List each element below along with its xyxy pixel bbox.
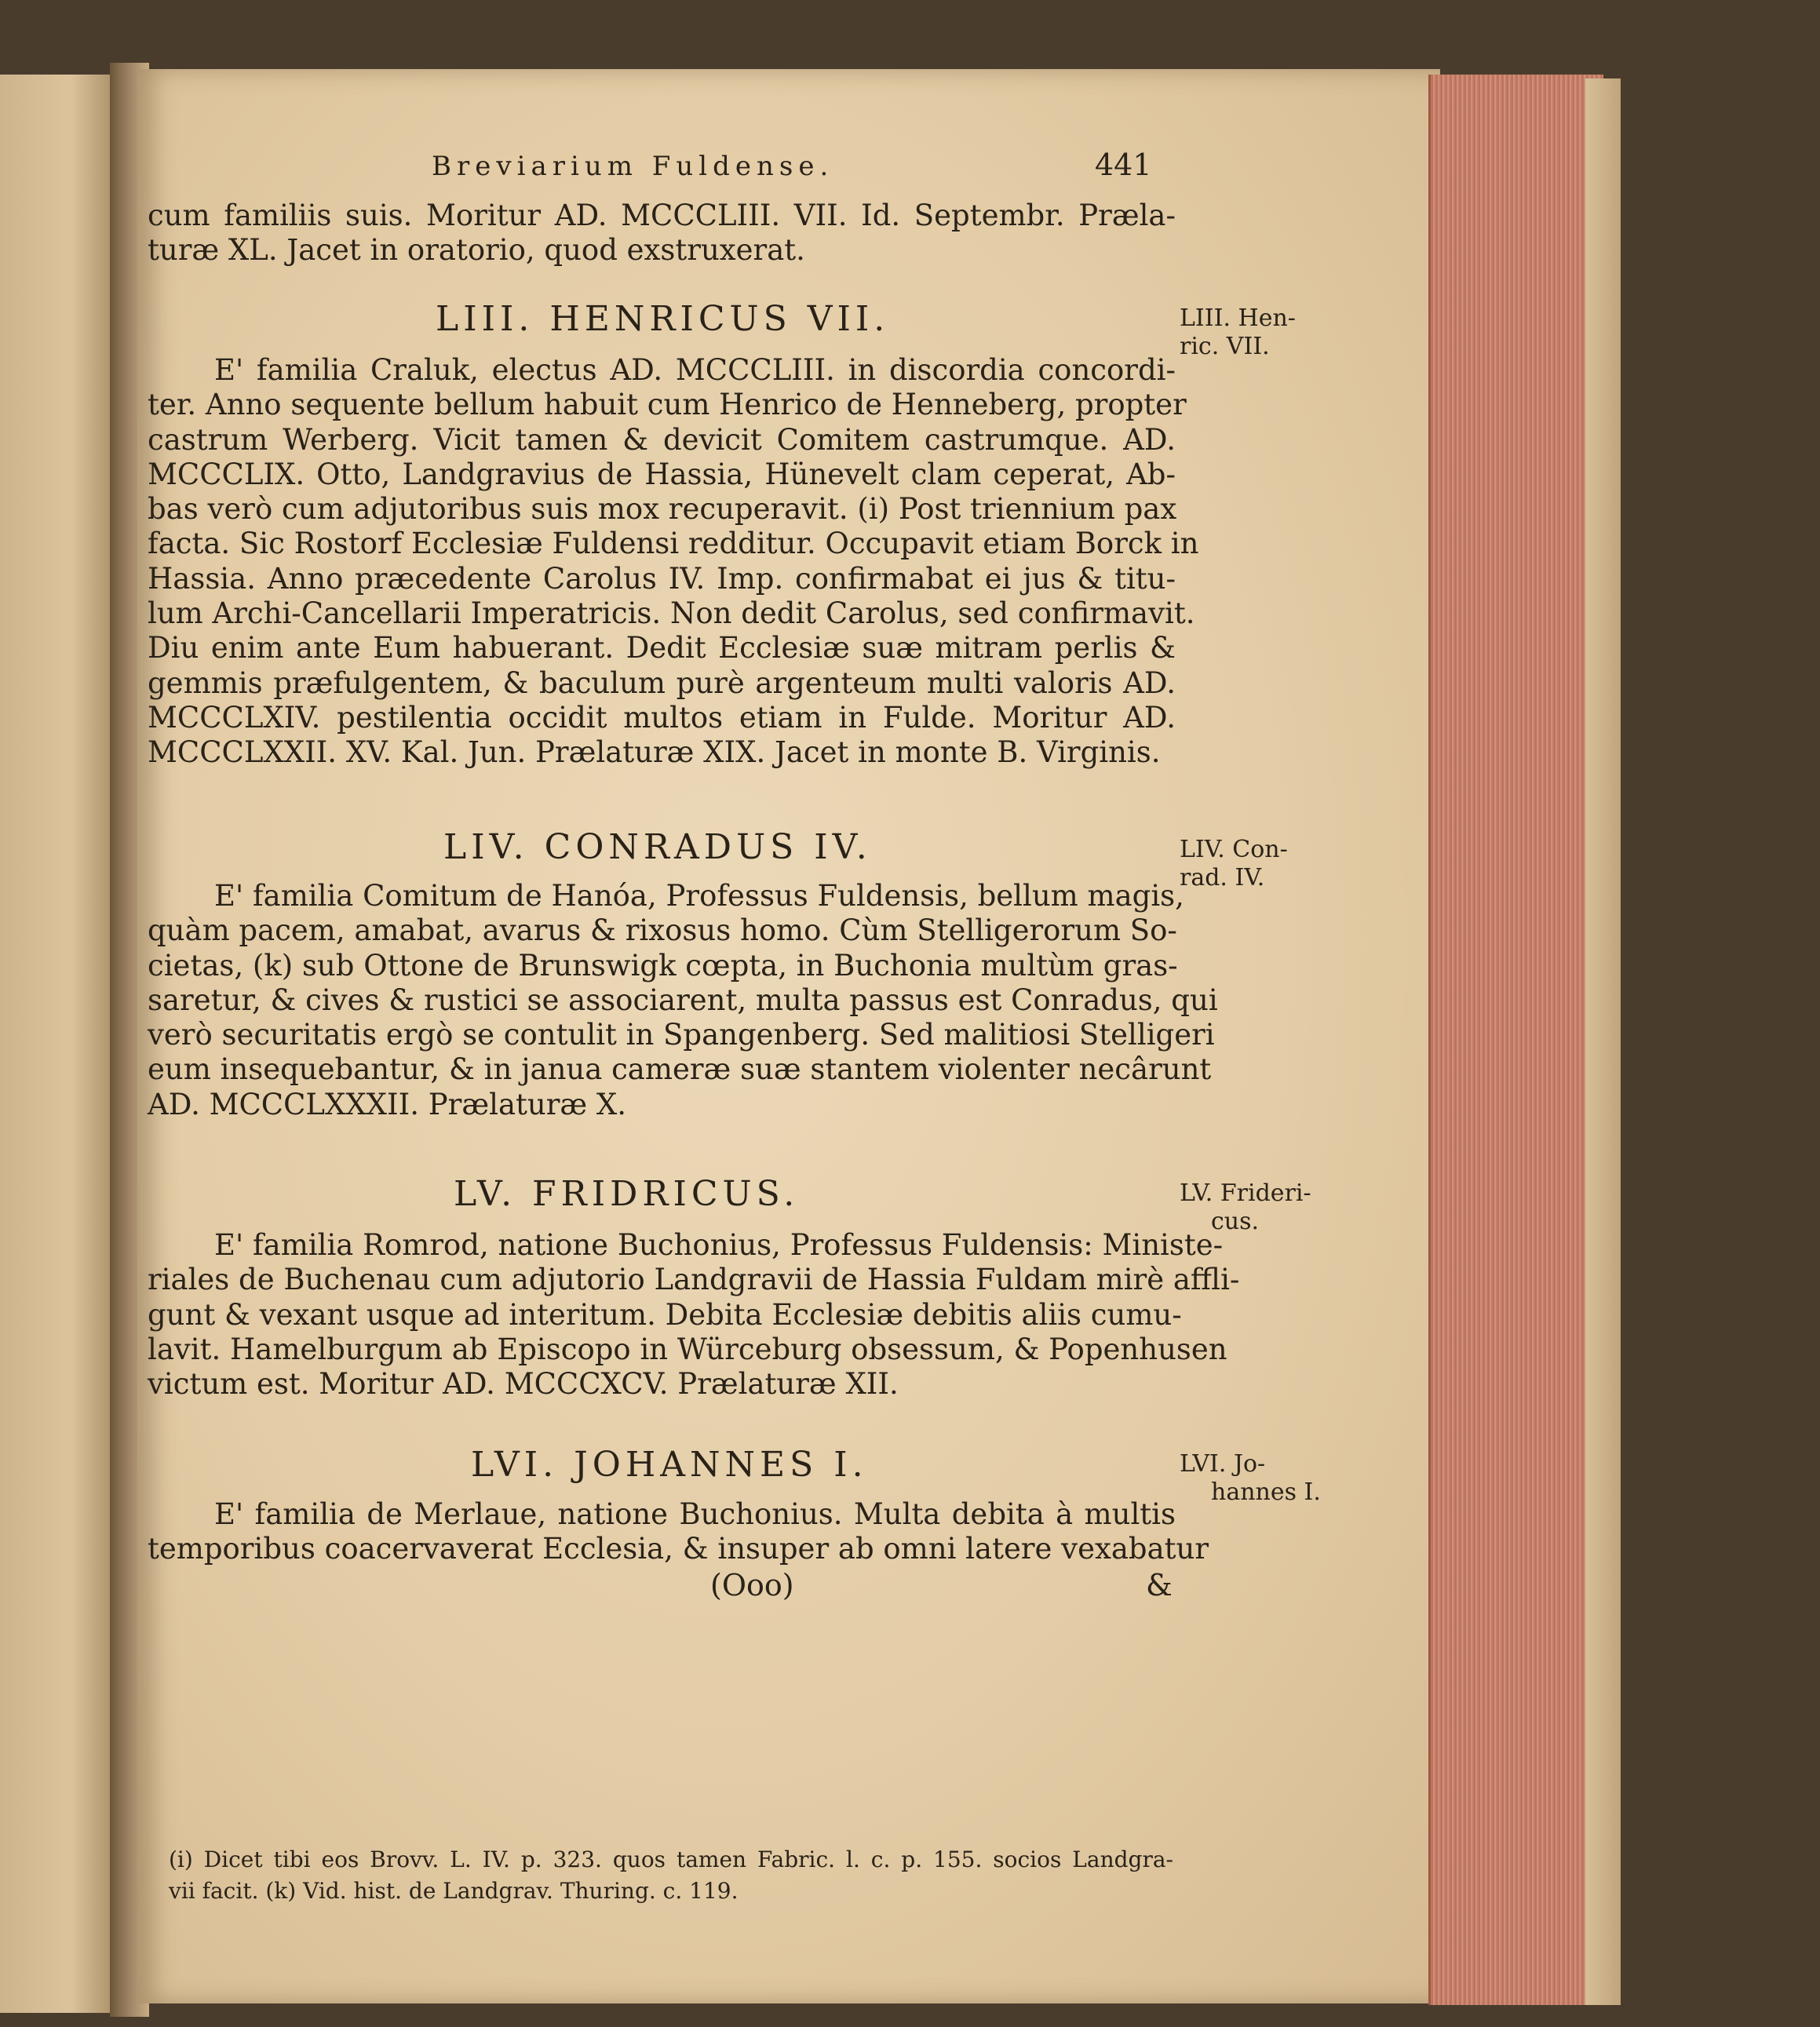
section-heading: LVI. JOHANNES I. (471, 1445, 868, 1485)
text-line: AD. MCCCLXXXII. Prælaturæ X. (148, 1087, 627, 1121)
section-body (148, 353, 1199, 771)
section-body (148, 1228, 1240, 1402)
section-body (148, 1497, 1209, 1567)
text-line: lum Archi-Cancellarii Imperatricis. Non dedit Carolus, sed confirmavit. (148, 596, 1195, 631)
facing-page-edge (0, 75, 118, 2013)
text-line: riales de Buchenau cum adjutorio Landgravii de Hassia Fuldam mirè affli- (148, 1263, 1240, 1297)
text-line: E' familia de Merlaue, natione Buchonius. Multa debita à multis (214, 1497, 1176, 1531)
text-line: turæ XL. Jacet in oratorio, quod exstruxerat. (148, 233, 805, 268)
text-line: facta. Sic Rostorf Ecclesiæ Fuldensi redditur. Occupavit etiam Borck in (148, 527, 1199, 561)
text-line: E' familia Romrod, natione Buchonius, Professus Fuldensis: Ministe- (214, 1228, 1224, 1262)
running-head: Breviarium Fuldense. (432, 151, 834, 182)
text-line: castrum Werberg. Vicit tamen & devicit Comitem castrumque. AD. (148, 422, 1176, 457)
margin-note: LIV. Con- rad. IV. (1180, 836, 1288, 891)
text-line: gunt & vexant usque ad interitum. Debita Ecclesiæ debitis aliis cumu- (148, 1297, 1182, 1332)
text-line: lavit. Hamelburgum ab Episcopo in Würceburg obsessum, & Popenhusen (148, 1332, 1227, 1366)
cover-edge (1585, 78, 1621, 2005)
text-line: Hassia. Anno præcedente Carolus IV. Imp. confirmabat ei jus & titu- (148, 561, 1176, 596)
text-line: bas verò cum adjutoribus suis mox recuperavit. (i) Post triennium pax (148, 492, 1177, 527)
text-line: cietas, (k) sub Ottone de Brunswigk cœpta, in Buchonia multùm gras- (148, 948, 1178, 983)
section-heading: LIII. HENRICUS VII. (436, 299, 890, 339)
text-line: gemmis præfulgentem, & baculum purè argenteum multi valoris AD. (148, 665, 1176, 700)
section-heading: LV. FRIDRICUS. (454, 1174, 800, 1214)
margin-note: LIII. Hen- ric. VII. (1180, 304, 1296, 360)
text-line: ter. Anno sequente bellum habuit cum Henrico de Henneberg, propter (148, 388, 1187, 422)
text-line: MCCCLXXII. XV. Kal. Jun. Prælaturæ XIX. Jacet in monte B. Virginis. (148, 735, 1161, 770)
text-line: saretur, & cives & rustici se associarent, multa passus est Conradus, qui (148, 983, 1218, 1017)
text-line: temporibus coacervaverat Ecclesia, & insuper ab omni latere vexabatur (148, 1532, 1209, 1566)
margin-note: LVI. Jo- hannes I. (1180, 1450, 1321, 1506)
text-line: MCCCLXIV. pestilentia occidit multos etiam in Fulde. Moritur AD. (148, 700, 1176, 735)
page-edges (1428, 75, 1603, 2005)
catchword: & (1146, 1568, 1173, 1602)
text-line: Diu enim ante Eum habuerant. Dedit Ecclesiæ suæ mitram perlis & (148, 631, 1176, 665)
section-heading: LIV. CONRADUS IV. (443, 827, 872, 867)
text-line: quàm pacem, amabat, avarus & rixosus homo. Cùm Stelligerorum So- (148, 913, 1177, 948)
footnote-line: (i) Dicet tibi eos Brovv. L. IV. p. 323. quos tamen Fabric. l. c. p. 155. socios Landgra- (169, 1847, 1173, 1872)
text-line: cum familiis suis. Moritur AD. MCCCLIII. VII. Id. Septembr. Præla- (148, 199, 1176, 232)
footnotes (169, 1844, 1173, 1907)
text-line: MCCCLIX. Otto, Landgravius de Hassia, Hünevelt clam ceperat, Ab- (148, 457, 1176, 491)
text-line: victum est. Moritur AD. MCCCXCV. Prælaturæ XII. (148, 1367, 899, 1402)
opening-paragraph (148, 199, 1176, 268)
text-line: E' familia Comitum de Hanóa, Professus Fuldensis, bellum magis, (214, 879, 1184, 913)
margin-note: LV. Frideri- cus. (1180, 1179, 1311, 1235)
signature-mark: (Ooo) (710, 1568, 794, 1602)
text-line: verò securitatis ergò se contulit in Spangenberg. Sed malitiosi Stelligeri (148, 1018, 1215, 1052)
page-number: 441 (1095, 148, 1152, 182)
section-body (148, 879, 1218, 1122)
text-line: E' familia Craluk, electus AD. MCCCLIII. in discordia concordi- (214, 353, 1176, 387)
text-line: eum insequebantur, & in janua cameræ suæ stantem violenter necârunt (148, 1052, 1212, 1087)
footnote-line: vii facit. (k) Vid. hist. de Landgrav. Thuring. c. 119. (169, 1878, 739, 1904)
